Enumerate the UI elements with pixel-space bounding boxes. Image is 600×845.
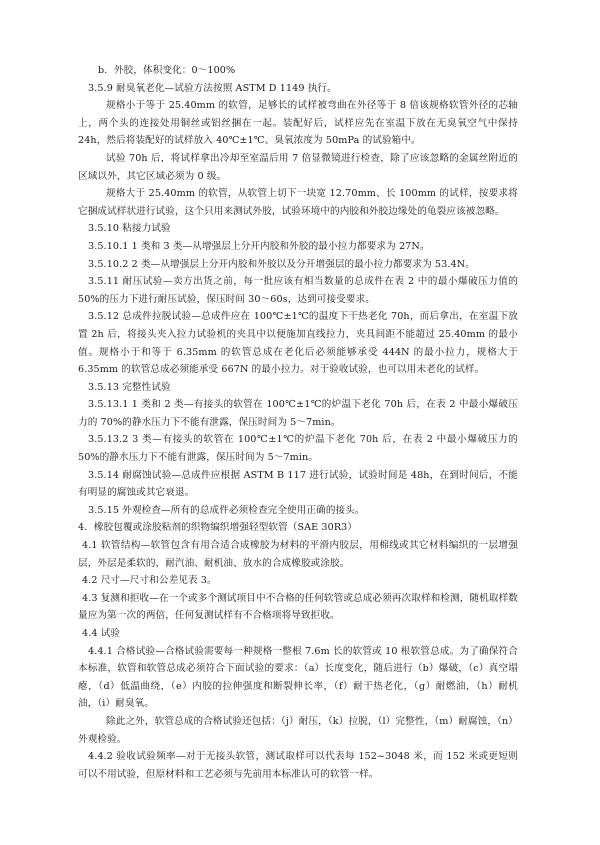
section-3-5-9-heading: 3.5.9 耐臭氧老化—试验方法按照 ASTM D 1149 执行。 (88, 82, 337, 94)
paragraph-ozone-large-hose: 规格大于 25.40mm 的软管，从软管上切下一块宽 12.70mm、长 100mm 的试样，按要求将它捆成试样状进行试验，这个只用来测试外胶，试验环境中的内胶和外胶边缘处的龟裂应该被忽略。 (78, 188, 518, 217)
section-4-4-heading: 4.4 试验 (82, 628, 121, 639)
section-4-2: 4.2 尺寸—尺寸和公差见表 3。 (82, 575, 217, 587)
section-3-5-10-heading: 3.5.10 粘接力试验 (88, 223, 171, 235)
paragraph-assembly-qualification: 除此之外，软管总成的合格试验还包括：（j）耐压，（k）拉脱，（l）完整性，（m）耐腐蚀，（n）外观检验。 (78, 715, 518, 745)
section-3-5-13-2: 3.5.13.2 3 类—有接头的软管在 100℃±1℃的炉温下老化 70h 后，在表 2 中最小爆破压力的 50%的静水压力下不能有泄露，保压时间为 5～7min。 (78, 434, 518, 464)
section-4-4-1: 4.4.1 合格试验—合格试验需要每一种规格一整根 7.6m 长的软管或 10 根软管总成。为了确保符合本标准，软管和软管总成必须符合下面试验的要求：（a）长度变化，随后进行（b）爆破，（c）真空塌瘪，（d）低温曲绕，（e）内胶的拉伸强度和断裂伸长率，（f）耐干热老化，（g）耐燃油，（h）耐机油，（i）耐臭氧。 (78, 645, 518, 710)
paragraph-ozone-inspection: 试验 70h 后，将试样拿出冷却至室温后用 7 倍显微镜进行检查，除了应该忽略的金属丝附近的区域以外，其它区域必须为 0 级。 (78, 152, 518, 182)
section-3-5-12: 3.5.12 总成件拉脱试验—总成件应在 100℃±1℃的温度下干热老化 70h，而后拿出，在室温下放置 2h 后，将接头夹入拉力试验机的夹具中以便施加直线拉力，夹具间距不能超过 25.40mm 的最小值。规格小于和等于 6.35mm 的软管总成在老化后必须能够承受 444N 的最小拉力，规格大于 6.35mm 的软管总成必须能承受 667N 的最小拉力。对于验收试验，也可以用未老化的试样。 (78, 311, 518, 376)
section-3-5-10-2: 3.5.10.2 2 类—从增强层上分开内胶和外胶以及分开增强层的最小拉力都要求为 53.4N。 (88, 258, 475, 270)
section-4-4-2: 4.4.2 验收试验频率—对于无接头软管，测试取样可以代表每 152~3048 米，而 152 米或更短则可以不用试验，但原材料和工艺必须与先前用本标准认可的软管一样。 (78, 751, 518, 780)
section-3-5-15: 3.5.15 外观检查—所有的总成件必须检查完全使用正确的接头。 (88, 504, 365, 516)
section-3-5-13-1: 3.5.13.1 1 类和 2 类—有接头的软管在 100℃±1℃的炉温下老化 70h 后，在表 2 中最小爆破压力的 70%的静水压力下不能有泄露，保压时间为 5～7min。 (78, 399, 518, 428)
paragraph-ozone-small-hose: 规格小于等于 25.40mm 的软管，足够长的试样被弯曲在外径等于 8 倍该规格软管外径的芯轴上，两个头的连接处用铜丝或铝丝捆在一起。装配好后，试样应先在室温下放在无臭氧空气中保持 24h，然后将装配好的试样放入 40℃±1℃、臭氧浓度为 50mPa 的试验箱中。 (78, 100, 518, 147)
list-item-b-outer-rubber: b．外胶，体积变化：0～100% (98, 65, 236, 76)
document-page (78, 62, 518, 783)
section-3-5-13-heading: 3.5.13 完整性试验 (88, 381, 171, 393)
section-4-heading: 4．橡胶包覆或涂胶粘剂的织物编织增强轻型软管（SAE 30R3） (78, 522, 358, 534)
section-3-5-11: 3.5.11 耐压试验—卖方出货之前，每一批应该有相当数量的总成件在表 2 中的最小爆破压力值的 50%的压力下进行耐压试验，保压时间 30～60s，达到可接受要求。 (78, 276, 518, 305)
section-3-5-10-1: 3.5.10.1 1 类和 3 类—从增强层上分开内胶和外胶的最小拉力都要求为 27N。 (88, 240, 430, 252)
section-3-5-14: 3.5.14 耐腐蚀试验—总成件应根据 ASTM B 117 进行试验，试验时间是 48h，在到时间后，不能有明显的腐蚀或其它衰退。 (78, 469, 518, 499)
section-4-3: 4.3 复测和拒收—在一个或多个测试项目中不合格的任何软管或总成必须再次取样和检测，随机取样数量应为第一次的两倍，任何复测试样有不合格项将导致拒收。 (78, 592, 518, 622)
section-4-1: 4.1 软管结构—软管包含有用合适合成橡胶为材料的平滑内胶层，用棉线或其它材料编织的一层增强层，外层是柔软的，耐汽油、耐机油、放水的合成橡胶或涂胶。 (78, 540, 518, 569)
